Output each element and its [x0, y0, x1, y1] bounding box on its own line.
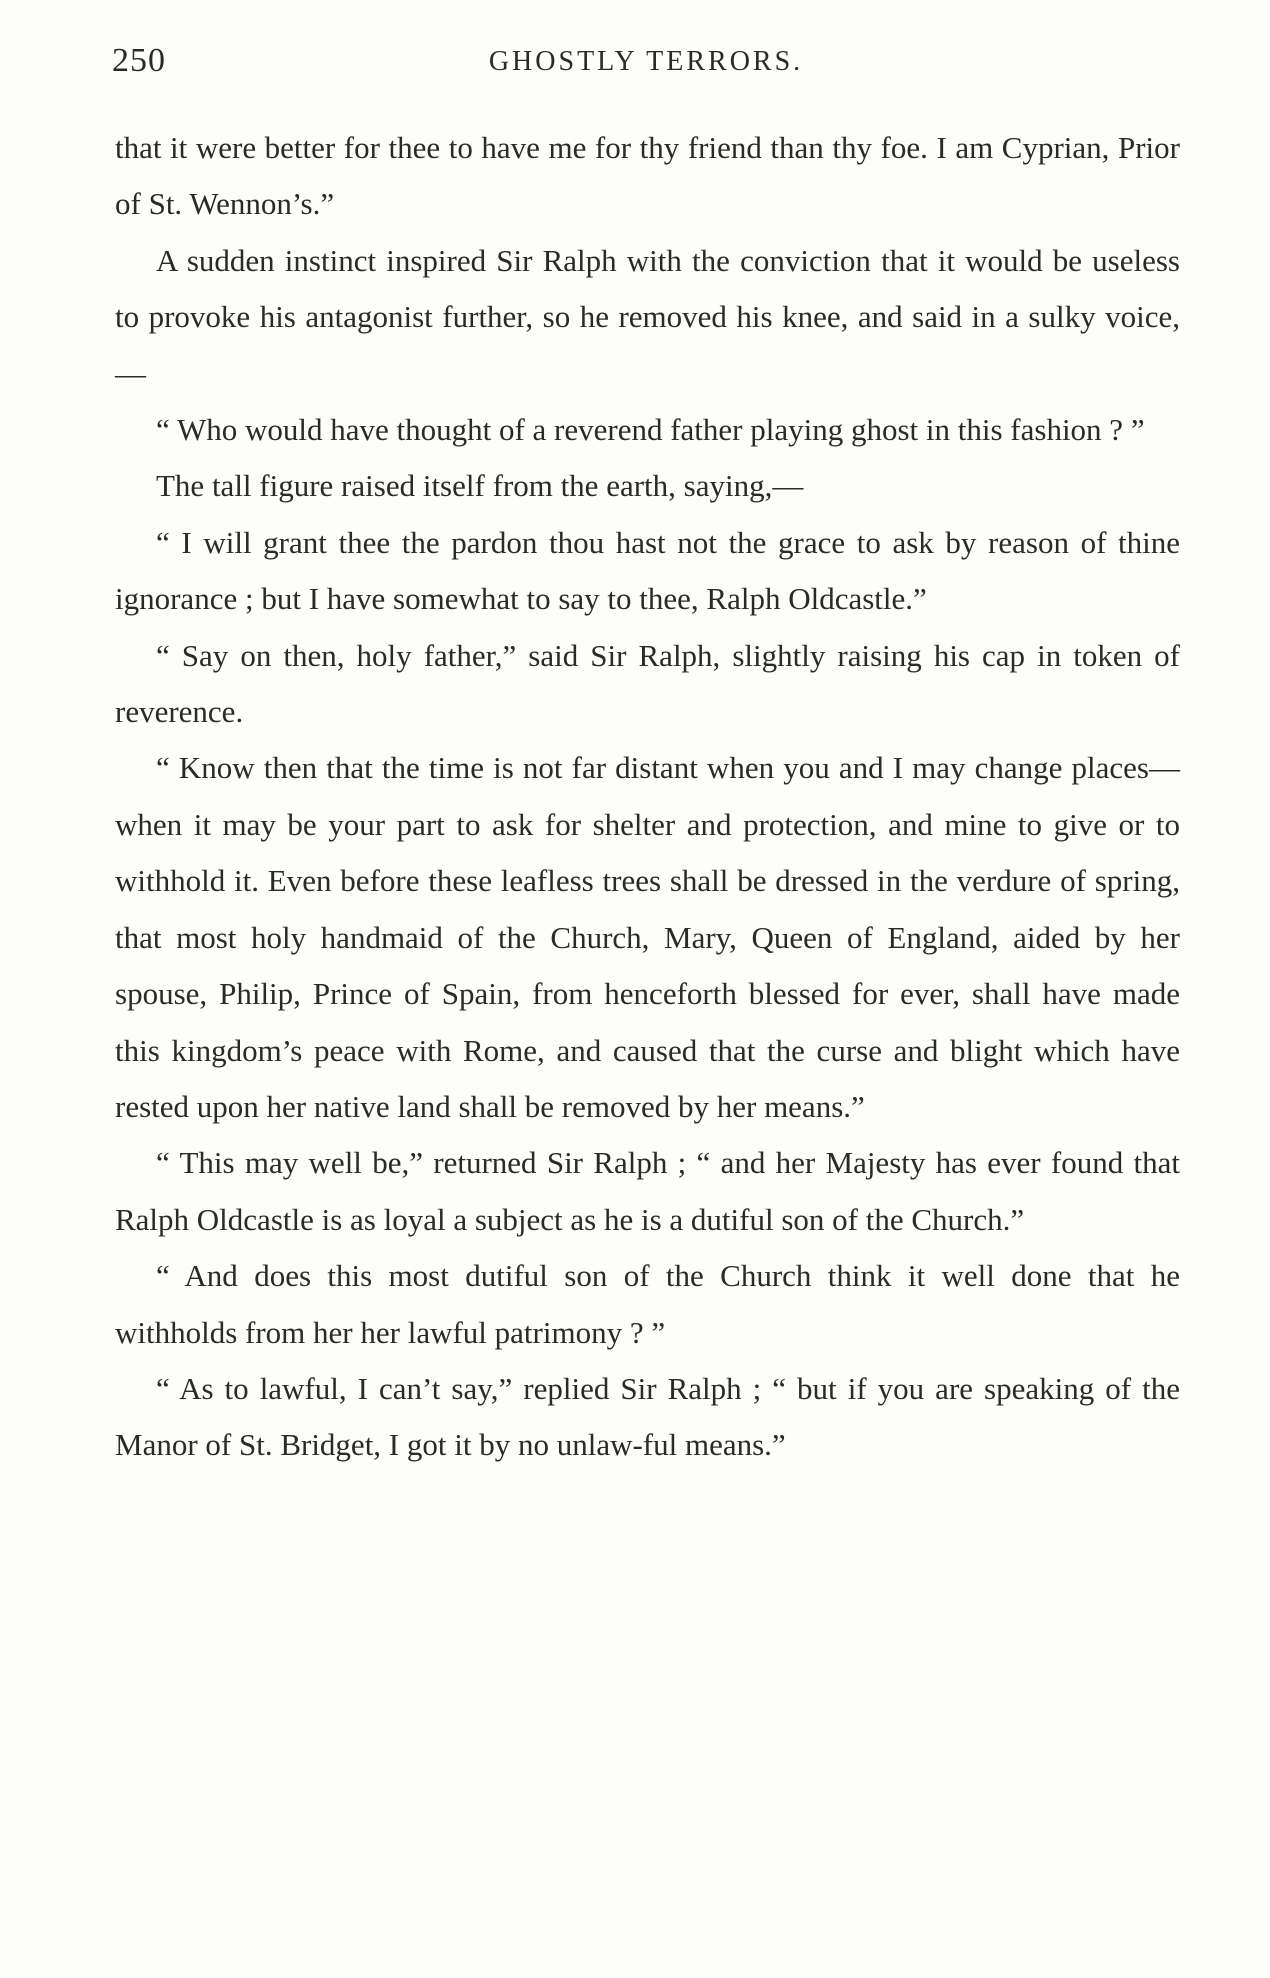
paragraph: “ Know then that the time is not far distant when you and I may change places—when it may be your part to ask for shelter and protection, and mine to give or to withhold it. Even before these leafless trees shall be dressed in the verdure of spring, that most holy handmaid of the Church, Mary, Queen of England, aided by her spouse, Philip, Prince of Spain, from henceforth blessed for ever, shall have made this kingdom’s peace with Rome, and caused that the curse and blight which have rested upon her native land shall be removed by her means.”	[115, 750, 1180, 1124]
paragraph: “ Say on then, holy father,” said Sir Ralph, slightly raising his cap in token of reverence.	[115, 637, 1180, 730]
paragraph: “ This may well be,” returned Sir Ralph ; “ and her Majesty has ever found that Ralph Oldcastle is as loyal a subject as he is a dutiful son of the Church.”	[115, 1145, 1180, 1237]
paragraph: “ Who would have thought of a reverend father playing ghost in this fashion ? ”	[156, 412, 1145, 448]
page-number: 250	[112, 42, 166, 79]
paragraph-continued: that it were better for thee to have me for thy friend than thy foe. I am Cyprian, Prior of St. Wennon’s.”	[115, 130, 1180, 222]
paragraph: “ And does this most dutiful son of the Church think it well done that he withholds from her her lawful patrimony ? ”	[115, 1258, 1180, 1350]
paragraph: “ I will grant thee the pardon thou hast not the grace to ask by reason of thine ignorance ; but I have somewhat to say to thee, Ralph Oldcastle.”	[115, 524, 1180, 617]
paragraph: “ As to lawful, I can’t say,” replied Sir Ralph ; “ but if you are speaking of the Manor of St. Bridget, I got it by no unlaw-ful means.”	[115, 1370, 1180, 1463]
running-title: GHOSTLY TERRORS.	[488, 46, 804, 77]
paragraph: The tall figure raised itself from the earth, saying,—	[156, 468, 804, 504]
body-text	[115, 120, 1180, 1474]
paragraph: A sudden instinct inspired Sir Ralph with the conviction that it would be useless to provoke his antagonist further, so he removed his knee, and said in a sulky voice,—	[115, 242, 1180, 391]
page-header	[112, 42, 1180, 92]
